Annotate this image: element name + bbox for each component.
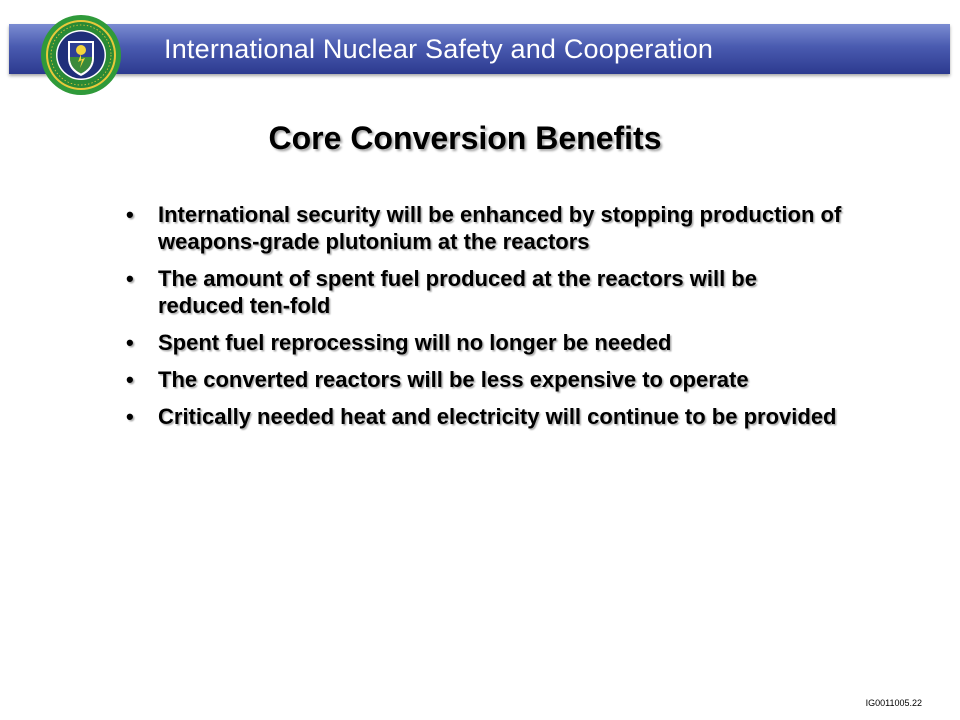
bullet-text: International security will be enhanced by stopping production of weapons-grade plutonium at the reactors: [158, 202, 842, 254]
bullet-text: The amount of spent fuel produced at the reactors will be reduced ten-fold: [158, 266, 757, 318]
bullet-icon: •: [126, 404, 134, 429]
slide-title: Core Conversion Benefits: [268, 120, 662, 156]
bullet-text: Critically needed heat and electricity will continue to be provided: [158, 404, 837, 429]
bullet-icon: •: [126, 330, 134, 355]
bullet-icon: •: [126, 266, 134, 291]
list-item: [124, 329, 844, 356]
slide-id-footer: IG0011005.22: [865, 698, 922, 708]
bullet-icon: •: [126, 367, 134, 392]
header-title: International Nuclear Safety and Cooperation: [164, 34, 714, 64]
list-item: [124, 201, 844, 255]
bullet-icon: •: [126, 202, 134, 227]
bullet-list: [124, 201, 844, 440]
bullet-text: The converted reactors will be less expensive to operate: [158, 367, 749, 392]
list-item: [124, 265, 844, 319]
header-bar: [9, 24, 950, 74]
bullet-text: Spent fuel reprocessing will no longer be needed: [158, 330, 672, 355]
department-of-energy-seal-icon: [40, 14, 122, 96]
list-item: [124, 366, 844, 393]
list-item: [124, 403, 844, 430]
